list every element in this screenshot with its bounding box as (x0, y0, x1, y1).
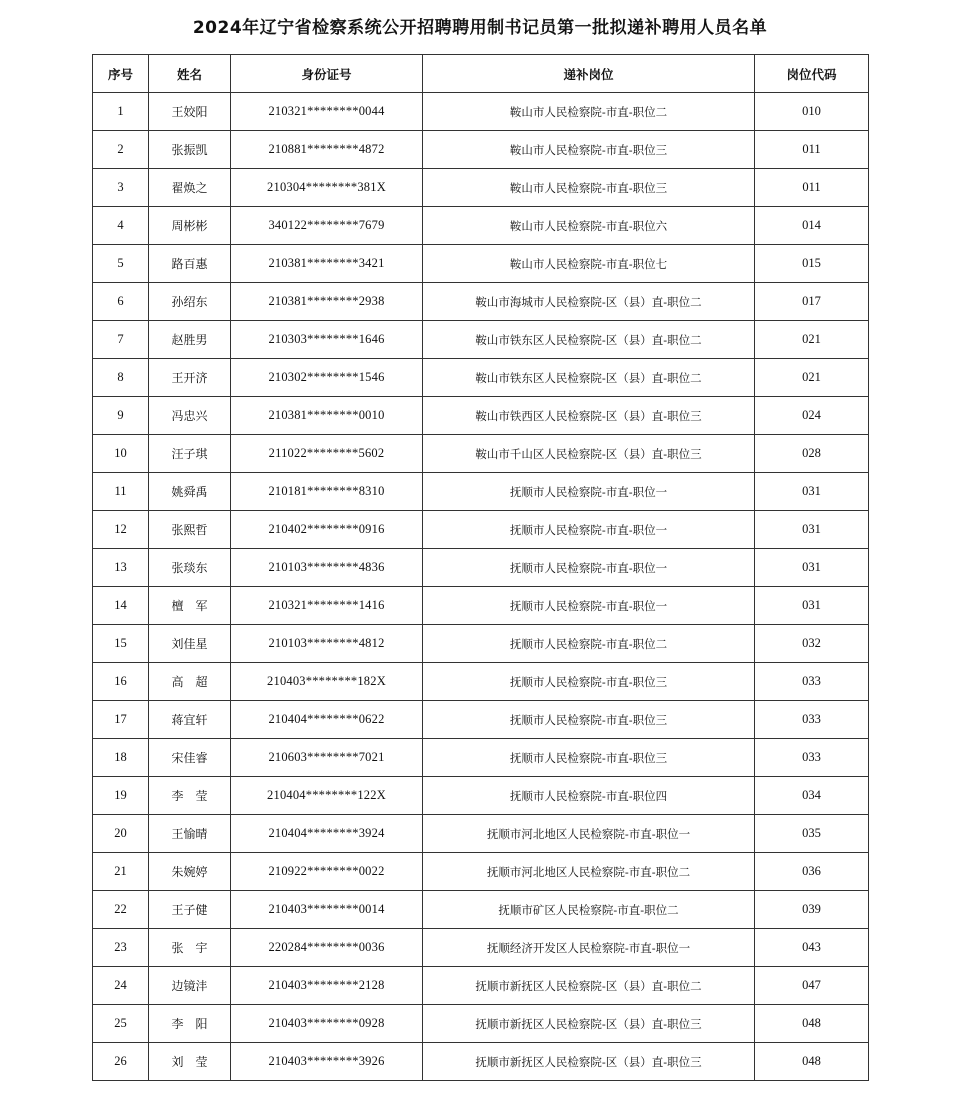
cell-id-number: 210321********0044 (231, 93, 423, 131)
cell-id-number: 210381********0010 (231, 397, 423, 435)
cell-code: 033 (755, 701, 869, 739)
cell-position: 鞍山市人民检察院-市直-职位三 (423, 131, 755, 169)
cell-no: 3 (93, 169, 149, 207)
cell-position: 抚顺市人民检察院-市直-职位三 (423, 701, 755, 739)
cell-name: 刘 莹 (149, 1043, 231, 1081)
cell-id-number: 210881********4872 (231, 131, 423, 169)
table-row (93, 549, 869, 587)
cell-code: 011 (755, 131, 869, 169)
cell-no: 7 (93, 321, 149, 359)
cell-name: 王开济 (149, 359, 231, 397)
cell-code: 021 (755, 321, 869, 359)
cell-code: 036 (755, 853, 869, 891)
table-row (93, 207, 869, 245)
table-row (93, 473, 869, 511)
table-row (93, 777, 869, 815)
cell-code: 039 (755, 891, 869, 929)
cell-code: 028 (755, 435, 869, 473)
header-id-number: 身份证号 (231, 55, 423, 93)
cell-position: 鞍山市人民检察院-市直-职位三 (423, 169, 755, 207)
cell-id-number: 210103********4812 (231, 625, 423, 663)
cell-name: 赵胜男 (149, 321, 231, 359)
cell-position: 鞍山市千山区人民检察院-区（县）直-职位三 (423, 435, 755, 473)
cell-position: 抚顺市人民检察院-市直-职位一 (423, 587, 755, 625)
cell-position: 鞍山市人民检察院-市直-职位二 (423, 93, 755, 131)
cell-id-number: 210403********0014 (231, 891, 423, 929)
table-row (93, 815, 869, 853)
cell-id-number: 220284********0036 (231, 929, 423, 967)
cell-no: 1 (93, 93, 149, 131)
cell-id-number: 210381********2938 (231, 283, 423, 321)
cell-no: 10 (93, 435, 149, 473)
cell-no: 20 (93, 815, 149, 853)
cell-no: 12 (93, 511, 149, 549)
table-row (93, 739, 869, 777)
cell-id-number: 210403********0928 (231, 1005, 423, 1043)
cell-code: 033 (755, 663, 869, 701)
cell-no: 8 (93, 359, 149, 397)
header-no: 序号 (93, 55, 149, 93)
cell-position: 抚顺市人民检察院-市直-职位一 (423, 511, 755, 549)
cell-no: 26 (93, 1043, 149, 1081)
table-row (93, 321, 869, 359)
cell-id-number: 210404********122X (231, 777, 423, 815)
cell-code: 024 (755, 397, 869, 435)
cell-no: 23 (93, 929, 149, 967)
cell-name: 蒋宜轩 (149, 701, 231, 739)
cell-code: 031 (755, 549, 869, 587)
cell-name: 宋佳睿 (149, 739, 231, 777)
cell-id-number: 211022********5602 (231, 435, 423, 473)
table-row (93, 929, 869, 967)
cell-position: 抚顺市人民检察院-市直-职位三 (423, 739, 755, 777)
cell-code: 035 (755, 815, 869, 853)
cell-no: 21 (93, 853, 149, 891)
cell-name: 刘佳星 (149, 625, 231, 663)
cell-position: 鞍山市海城市人民检察院-区（县）直-职位二 (423, 283, 755, 321)
cell-no: 13 (93, 549, 149, 587)
cell-no: 22 (93, 891, 149, 929)
cell-no: 24 (93, 967, 149, 1005)
cell-name: 李 莹 (149, 777, 231, 815)
cell-position: 抚顺市矿区人民检察院-市直-职位二 (423, 891, 755, 929)
cell-name: 张熙哲 (149, 511, 231, 549)
table-row (93, 967, 869, 1005)
cell-position: 抚顺市河北地区人民检察院-市直-职位一 (423, 815, 755, 853)
table-row (93, 625, 869, 663)
cell-id-number: 340122********7679 (231, 207, 423, 245)
cell-position: 抚顺市人民检察院-市直-职位一 (423, 473, 755, 511)
cell-name: 王子健 (149, 891, 231, 929)
cell-id-number: 210404********0622 (231, 701, 423, 739)
cell-id-number: 210403********2128 (231, 967, 423, 1005)
table-row (93, 853, 869, 891)
cell-position: 抚顺市新抚区人民检察院-区（县）直-职位二 (423, 967, 755, 1005)
cell-name: 孙绍东 (149, 283, 231, 321)
cell-name: 边镜沣 (149, 967, 231, 1005)
header-row (93, 55, 869, 93)
cell-position: 抚顺市河北地区人民检察院-市直-职位二 (423, 853, 755, 891)
cell-code: 032 (755, 625, 869, 663)
table-row (93, 359, 869, 397)
table-row (93, 435, 869, 473)
cell-code: 021 (755, 359, 869, 397)
cell-code: 033 (755, 739, 869, 777)
cell-position: 鞍山市人民检察院-市直-职位七 (423, 245, 755, 283)
cell-code: 015 (755, 245, 869, 283)
cell-id-number: 210181********8310 (231, 473, 423, 511)
table-row (93, 511, 869, 549)
cell-name: 周彬彬 (149, 207, 231, 245)
cell-id-number: 210403********182X (231, 663, 423, 701)
cell-code: 047 (755, 967, 869, 1005)
cell-no: 18 (93, 739, 149, 777)
cell-name: 高 超 (149, 663, 231, 701)
cell-name: 朱婉婷 (149, 853, 231, 891)
cell-id-number: 210404********3924 (231, 815, 423, 853)
table-row (93, 397, 869, 435)
cell-no: 14 (93, 587, 149, 625)
cell-code: 048 (755, 1043, 869, 1081)
cell-no: 15 (93, 625, 149, 663)
table-row (93, 245, 869, 283)
page-title: 2024年辽宁省检察系统公开招聘聘用制书记员第一批拟递补聘用人员名单 (192, 18, 768, 38)
cell-no: 19 (93, 777, 149, 815)
table-row (93, 587, 869, 625)
cell-code: 014 (755, 207, 869, 245)
cell-no: 9 (93, 397, 149, 435)
cell-id-number: 210381********3421 (231, 245, 423, 283)
cell-name: 冯忠兴 (149, 397, 231, 435)
cell-id-number: 210103********4836 (231, 549, 423, 587)
table-row (93, 1043, 869, 1081)
cell-position: 抚顺市人民检察院-市直-职位二 (423, 625, 755, 663)
cell-name: 路百惠 (149, 245, 231, 283)
cell-id-number: 210603********7021 (231, 739, 423, 777)
cell-position: 抚顺市新抚区人民检察院-区（县）直-职位三 (423, 1043, 755, 1081)
table-row (93, 701, 869, 739)
table-row (93, 663, 869, 701)
cell-id-number: 210922********0022 (231, 853, 423, 891)
cell-no: 4 (93, 207, 149, 245)
cell-position: 抚顺经济开发区人民检察院-市直-职位一 (423, 929, 755, 967)
cell-position: 抚顺市人民检察院-市直-职位一 (423, 549, 755, 587)
table-row (93, 283, 869, 321)
table-row (93, 891, 869, 929)
cell-position: 抚顺市人民检察院-市直-职位三 (423, 663, 755, 701)
cell-name: 张 宇 (149, 929, 231, 967)
header-code: 岗位代码 (755, 55, 869, 93)
table-row (93, 93, 869, 131)
cell-name: 王愉晴 (149, 815, 231, 853)
cell-code: 048 (755, 1005, 869, 1043)
cell-name: 汪子琪 (149, 435, 231, 473)
cell-no: 11 (93, 473, 149, 511)
roster-body (93, 93, 869, 1081)
cell-code: 034 (755, 777, 869, 815)
cell-no: 17 (93, 701, 149, 739)
cell-position: 抚顺市人民检察院-市直-职位四 (423, 777, 755, 815)
header-name: 姓名 (149, 55, 231, 93)
cell-position: 鞍山市人民检察院-市直-职位六 (423, 207, 755, 245)
cell-name: 张振凯 (149, 131, 231, 169)
header-position: 递补岗位 (423, 55, 755, 93)
cell-code: 011 (755, 169, 869, 207)
cell-id-number: 210403********3926 (231, 1043, 423, 1081)
table-row (93, 169, 869, 207)
cell-position: 鞍山市铁西区人民检察院-区（县）直-职位三 (423, 397, 755, 435)
cell-code: 031 (755, 473, 869, 511)
cell-no: 6 (93, 283, 149, 321)
cell-name: 檀 军 (149, 587, 231, 625)
cell-code: 017 (755, 283, 869, 321)
cell-code: 031 (755, 511, 869, 549)
cell-name: 姚舜禹 (149, 473, 231, 511)
cell-name: 翟焕之 (149, 169, 231, 207)
cell-id-number: 210304********381X (231, 169, 423, 207)
roster-table (92, 54, 869, 1081)
cell-name: 李 阳 (149, 1005, 231, 1043)
cell-code: 031 (755, 587, 869, 625)
cell-name: 张琰东 (149, 549, 231, 587)
table-row (93, 1005, 869, 1043)
cell-position: 鞍山市铁东区人民检察院-区（县）直-职位二 (423, 321, 755, 359)
cell-position: 鞍山市铁东区人民检察院-区（县）直-职位二 (423, 359, 755, 397)
cell-id-number: 210303********1646 (231, 321, 423, 359)
cell-id-number: 210321********1416 (231, 587, 423, 625)
table-row (93, 131, 869, 169)
cell-no: 5 (93, 245, 149, 283)
cell-name: 王姣阳 (149, 93, 231, 131)
cell-no: 16 (93, 663, 149, 701)
cell-code: 043 (755, 929, 869, 967)
cell-no: 25 (93, 1005, 149, 1043)
cell-code: 010 (755, 93, 869, 131)
cell-no: 2 (93, 131, 149, 169)
cell-id-number: 210302********1546 (231, 359, 423, 397)
cell-position: 抚顺市新抚区人民检察院-区（县）直-职位三 (423, 1005, 755, 1043)
cell-id-number: 210402********0916 (231, 511, 423, 549)
